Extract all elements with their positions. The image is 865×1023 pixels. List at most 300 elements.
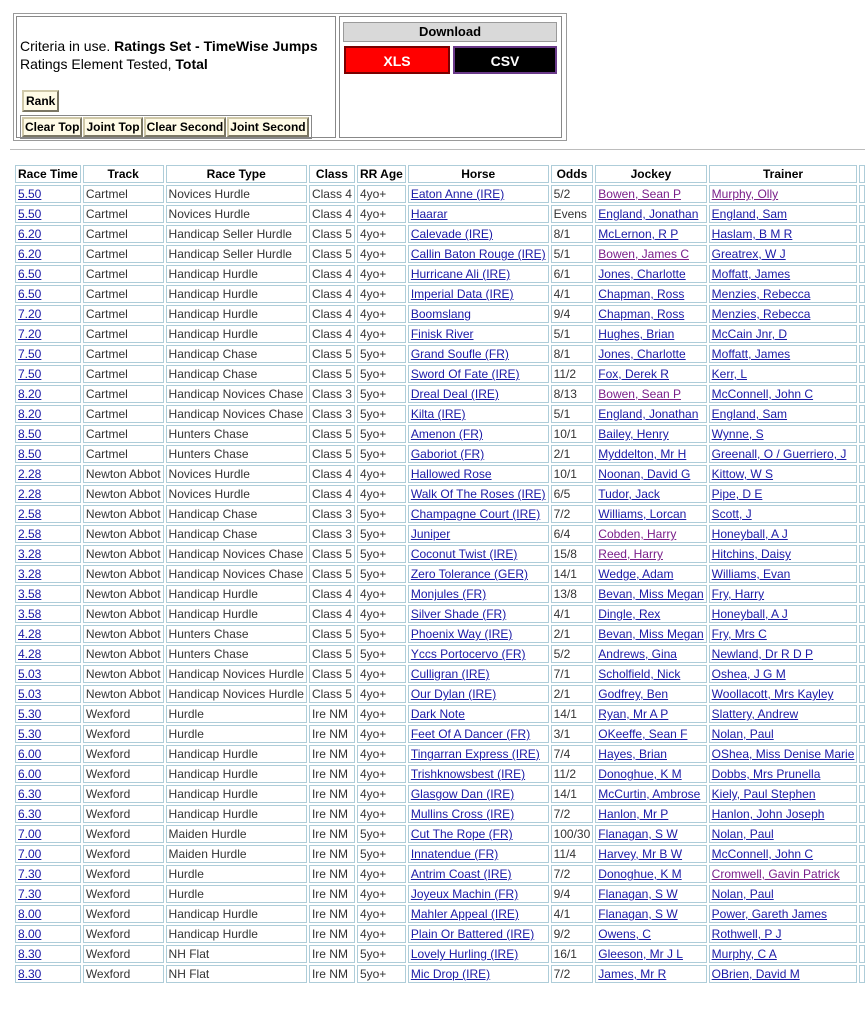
jockey-link[interactable]: Jones, Charlotte [598,267,686,281]
trainer-link[interactable]: Murphy, Olly [711,187,779,201]
trainer-link[interactable]: Williams, Evan [711,567,791,581]
jockey-link[interactable]: Chapman, Ross [598,307,685,321]
track-cell: Newton Abbot [83,645,164,663]
jockey-link[interactable]: Godfrey, Ben [598,687,669,701]
jockey-link[interactable]: OKeeffe, Sean F [598,727,688,741]
horse-link[interactable]: Tingarran Express (IRE) [410,747,540,761]
trainer-link[interactable]: Nolan, Paul [711,887,774,901]
race-time-link[interactable]: 3.28 [18,567,42,581]
rr-age-cell: 4yo+ [357,325,406,343]
trainer-link[interactable]: Newland, Dr R D P [711,647,814,661]
horse-link[interactable]: Innatendue (FR) [410,847,499,861]
race-time-cell [15,905,81,923]
trainer-link[interactable]: Dobbs, Mrs Prunella [711,767,821,781]
race-time-cell [15,485,81,503]
jockey-link[interactable]: Wedge, Adam [598,567,674,581]
jockey-link[interactable]: Andrews, Gina [598,647,677,661]
header-rr-age[interactable]: RR Age [357,165,406,183]
jockey-link[interactable]: Donoghue, K M [598,767,682,781]
rr-age-cell: 5yo+ [357,625,406,643]
race-time-link[interactable]: 5.50 [18,207,42,221]
header-race-time[interactable]: Race Time [15,165,81,183]
trainer-cell [709,525,858,543]
overflow-cell [859,785,865,803]
jockey-link[interactable]: Bowen, Sean P [598,387,682,401]
header-trainer[interactable]: Trainer [709,165,858,183]
race-time-link[interactable]: 2.28 [18,487,42,501]
race-time-link[interactable]: 5.50 [18,187,42,201]
horse-link[interactable]: Feet Of A Dancer (FR) [410,727,531,741]
rr-age-cell: 5yo+ [357,825,406,843]
horse-link[interactable]: Imperial Data (IRE) [410,287,514,301]
table-row [15,685,865,703]
clear-second-button[interactable]: Clear Second [144,117,227,137]
horse-link[interactable]: Walk Of The Roses (IRE) [410,487,546,501]
rr-age-cell: 5yo+ [357,965,406,983]
jockey-cell [595,705,706,723]
rr-age-cell: 4yo+ [357,745,406,763]
race-time-link[interactable]: 6.00 [18,767,42,781]
trainer-link[interactable]: Nolan, Paul [711,727,774,741]
odds-cell: 3/1 [551,725,594,743]
overflow-cell [859,205,865,223]
horse-cell [408,785,549,803]
trainer-cell [709,805,858,823]
horse-link[interactable]: Mullins Cross (IRE) [410,807,515,821]
class-cell: Class 5 [309,365,355,383]
race-type-cell: Handicap Hurdle [166,805,307,823]
race-time-link[interactable]: 5.03 [18,687,42,701]
class-cell: Ire NM [309,745,355,763]
jockey-link[interactable]: Bowen, James C [598,247,689,261]
trainer-link[interactable]: Rothwell, P J [711,927,782,941]
jockey-cell [595,265,706,283]
track-cell: Newton Abbot [83,585,164,603]
trainer-link[interactable]: Nolan, Paul [711,827,774,841]
overflow-cell [859,705,865,723]
odds-cell: 6/5 [551,485,594,503]
jockey-cell [595,685,706,703]
race-time-link[interactable]: 5.30 [18,707,42,721]
horse-link[interactable]: Coconut Twist (IRE) [410,547,518,561]
overflow-cell [859,325,865,343]
jockey-link[interactable]: McCurtin, Ambrose [598,787,701,801]
race-time-link[interactable]: 7.30 [18,887,42,901]
race-time-link[interactable]: 6.20 [18,247,42,261]
trainer-link[interactable]: McConnell, John C [711,847,814,861]
race-type-cell: Handicap Novices Chase [166,385,307,403]
trainer-link[interactable]: Power, Gareth James [711,907,828,921]
jockey-link[interactable]: James, Mr R [598,967,667,981]
trainer-cell [709,605,858,623]
race-time-link[interactable]: 8.20 [18,407,42,421]
race-time-cell [15,225,81,243]
race-time-link[interactable]: 7.50 [18,367,42,381]
jockey-cell [595,645,706,663]
horse-cell [408,185,549,203]
jockey-link[interactable]: Gleeson, Mr J L [598,947,683,961]
odds-cell: 10/1 [551,425,594,443]
race-time-link[interactable]: 2.28 [18,467,42,481]
trainer-link[interactable]: Hitchins, Daisy [711,547,792,561]
trainer-link[interactable]: Woollacott, Mrs Kayley [711,687,834,701]
race-time-link[interactable]: 6.50 [18,267,42,281]
rr-age-cell: 4yo+ [357,305,406,323]
trainer-link[interactable]: Moffatt, James [711,267,791,281]
trainer-link[interactable]: Menzies, Rebecca [711,307,811,321]
horse-link[interactable]: Finisk River [410,327,474,341]
trainer-link[interactable]: McCain Jnr, D [711,327,788,341]
race-time-link[interactable]: 5.03 [18,667,42,681]
horse-link[interactable]: Plain Or Battered (IRE) [410,927,535,941]
jockey-link[interactable]: McLernon, R P [598,227,679,241]
odds-cell: 14/1 [551,565,594,583]
trainer-link[interactable]: Kerr, L [711,367,748,381]
horse-link[interactable]: Dark Note [410,707,465,721]
jockey-link[interactable]: Fox, Derek R [598,367,669,381]
race-time-link[interactable]: 3.28 [18,547,42,561]
trainer-link[interactable]: Wynne, S [711,427,764,441]
jockey-link[interactable]: England, Jonathan [598,407,699,421]
trainer-link[interactable]: Kittow, W S [711,467,774,481]
race-time-link[interactable]: 8.50 [18,447,42,461]
jockey-cell [595,825,706,843]
trainer-link[interactable]: England, Sam [711,207,788,221]
track-cell: Cartmel [83,325,164,343]
race-time-link[interactable]: 7.50 [18,347,42,361]
jockey-link[interactable]: England, Jonathan [598,207,699,221]
race-time-link[interactable]: 7.00 [18,827,42,841]
jockey-cell [595,965,706,983]
horse-link[interactable]: Phoenix Way (IRE) [410,627,513,641]
jockey-link[interactable]: Williams, Lorcan [598,507,687,521]
rr-age-cell: 4yo+ [357,485,406,503]
overflow-cell [859,225,865,243]
race-time-link[interactable]: 6.30 [18,807,42,821]
horse-link[interactable]: Trishknowsbest (IRE) [410,767,526,781]
class-cell: Class 4 [309,485,355,503]
horse-link[interactable]: Glasgow Dan (IRE) [410,787,515,801]
table-row [15,665,865,683]
race-time-link[interactable]: 8.30 [18,967,42,981]
horse-link[interactable]: Hallowed Rose [410,467,492,481]
trainer-link[interactable]: Honeyball, A J [711,607,788,621]
trainer-link[interactable]: Moffatt, James [711,347,791,361]
horse-link[interactable]: Calevade (IRE) [410,227,493,241]
race-time-cell [15,965,81,983]
trainer-link[interactable]: OShea, Miss Denise Marie [711,747,855,761]
race-time-link[interactable]: 8.50 [18,427,42,441]
rr-age-cell: 4yo+ [357,865,406,883]
jockey-link[interactable]: Bailey, Henry [598,427,669,441]
track-cell: Wexford [83,765,164,783]
overflow-cell [859,505,865,523]
horse-link[interactable]: Boomslang [410,307,471,321]
race-type-cell: Hunters Chase [166,445,307,463]
race-time-cell [15,465,81,483]
table-row [15,945,865,963]
race-time-link[interactable]: 7.00 [18,847,42,861]
trainer-cell [709,485,858,503]
header-class[interactable]: Class [309,165,355,183]
horse-link[interactable]: Joyeux Machin (FR) [410,887,519,901]
table-row [15,345,865,363]
odds-cell: 7/4 [551,745,594,763]
race-time-cell [15,565,81,583]
rr-age-cell: 4yo+ [357,685,406,703]
horse-link[interactable]: Amenon (FR) [410,427,483,441]
horse-link[interactable]: Lovely Hurling (IRE) [410,947,519,961]
race-time-link[interactable]: 4.28 [18,647,42,661]
download-panel [339,16,562,138]
jockey-cell [595,465,706,483]
horse-link[interactable]: Grand Soufle (FR) [410,347,509,361]
race-time-link[interactable]: 6.20 [18,227,42,241]
trainer-link[interactable]: Haslam, B M R [711,227,793,241]
horse-link[interactable]: Our Dylan (IRE) [410,687,497,701]
header-race-type[interactable]: Race Type [166,165,307,183]
horse-link[interactable]: Callin Baton Rouge (IRE) [410,247,546,261]
jockey-link[interactable]: Flanagan, S W [598,887,678,901]
jockey-cell [595,285,706,303]
trainer-link[interactable]: Greenall, O / Guerriero, J [711,447,847,461]
overflow-cell [859,345,865,363]
jockey-link[interactable]: Hayes, Brian [598,747,667,761]
horse-link[interactable]: Mic Drop (IRE) [410,967,491,981]
horse-link[interactable]: Yccs Portocervo (FR) [410,647,526,661]
trainer-cell [709,585,858,603]
jockey-link[interactable]: Cobden, Harry [598,527,677,541]
table-row [15,425,865,443]
trainer-cell [709,225,858,243]
jockey-link[interactable]: Tudor, Jack [598,487,660,501]
trainer-cell [709,965,858,983]
race-time-link[interactable]: 8.20 [18,387,42,401]
race-time-cell [15,605,81,623]
trainer-link[interactable]: Murphy, C A [711,947,777,961]
track-cell: Newton Abbot [83,465,164,483]
horse-link[interactable]: Culligran (IRE) [410,667,490,681]
race-time-link[interactable]: 7.20 [18,307,42,321]
rr-age-cell: 4yo+ [357,925,406,943]
trainer-link[interactable]: Menzies, Rebecca [711,287,811,301]
overflow-cell [859,525,865,543]
jockey-cell [595,585,706,603]
horse-cell [408,565,549,583]
horse-cell [408,965,549,983]
track-cell: Cartmel [83,405,164,423]
jockey-link[interactable]: Flanagan, S W [598,827,678,841]
jockey-link[interactable]: Bevan, Miss Megan [598,627,704,641]
jockey-link[interactable]: Chapman, Ross [598,287,685,301]
horse-cell [408,525,549,543]
class-cell: Class 3 [309,405,355,423]
trainer-link[interactable]: Fry, Harry [711,587,765,601]
track-cell: Newton Abbot [83,505,164,523]
race-time-cell [15,705,81,723]
race-type-cell: Novices Hurdle [166,205,307,223]
trainer-link[interactable]: Oshea, J G M [711,667,786,681]
jockey-cell [595,845,706,863]
horse-link[interactable]: Eaton Anne (IRE) [410,187,505,201]
rr-age-cell: 5yo+ [357,945,406,963]
race-time-link[interactable]: 8.00 [18,907,42,921]
trainer-link[interactable]: Cromwell, Gavin Patrick [711,867,840,881]
race-type-cell: Handicap Hurdle [166,325,307,343]
race-time-link[interactable]: 7.30 [18,867,42,881]
header-track[interactable]: Track [83,165,164,183]
rr-age-cell: 4yo+ [357,265,406,283]
table-row [15,925,865,943]
jockey-link[interactable]: Flanagan, S W [598,907,678,921]
trainer-link[interactable]: Scott, J [711,507,752,521]
trainer-link[interactable]: OBrien, David M [711,967,800,981]
track-cell: Wexford [83,725,164,743]
jockey-link[interactable]: Harvey, Mr B W [598,847,683,861]
jockey-cell [595,785,706,803]
jockey-link[interactable]: Owens, C [598,927,651,941]
race-time-link[interactable]: 8.00 [18,927,42,941]
track-cell: Newton Abbot [83,625,164,643]
jockey-link[interactable]: Ryan, Mr A P [598,707,669,721]
trainer-cell [709,245,858,263]
horse-cell [408,905,549,923]
race-time-cell [15,625,81,643]
trainer-cell [709,645,858,663]
table-row [15,525,865,543]
race-time-link[interactable]: 7.20 [18,327,42,341]
horse-cell [408,325,549,343]
horse-link[interactable]: Hurricane Ali (IRE) [410,267,511,281]
trainer-cell [709,905,858,923]
clear-top-button[interactable]: Clear Top [22,117,82,137]
race-time-link[interactable]: 8.30 [18,947,42,961]
csv-download-button[interactable]: CSV [453,46,557,74]
class-cell: Class 5 [309,685,355,703]
horse-link[interactable]: Sword Of Fate (IRE) [410,367,520,381]
trainer-link[interactable]: McConnell, John C [711,387,814,401]
trainer-link[interactable]: Hanlon, John Joseph [711,807,825,821]
jockey-link[interactable]: Scholfield, Nick [598,667,681,681]
header-jockey[interactable]: Jockey [595,165,706,183]
jockey-link[interactable]: Reed, Harry [598,547,663,561]
jockey-link[interactable]: Jones, Charlotte [598,347,686,361]
race-time-link[interactable]: 6.30 [18,787,42,801]
jockey-link[interactable]: Bevan, Miss Megan [598,587,704,601]
jockey-link[interactable]: Dingle, Rex [598,607,661,621]
jockey-link[interactable]: Hanlon, Mr P [598,807,669,821]
race-time-link[interactable]: 3.58 [18,607,42,621]
odds-cell: 10/1 [551,465,594,483]
overflow-cell [859,945,865,963]
trainer-link[interactable]: England, Sam [711,407,788,421]
horse-link[interactable]: Silver Shade (FR) [410,607,507,621]
race-time-link[interactable]: 2.58 [18,527,42,541]
overflow-cell [859,305,865,323]
jockey-link[interactable]: Noonan, David G [598,467,691,481]
table-row [15,765,865,783]
race-time-link[interactable]: 4.28 [18,627,42,641]
xls-download-button[interactable]: XLS [344,46,450,74]
class-cell: Class 5 [309,245,355,263]
header-odds[interactable]: Odds [551,165,594,183]
jockey-link[interactable]: Hughes, Brian [598,327,675,341]
trainer-link[interactable]: Kiely, Paul Stephen [711,787,816,801]
jockey-cell [595,245,706,263]
jockey-link[interactable]: Myddelton, Mr H [598,447,687,461]
race-time-cell [15,685,81,703]
trainer-link[interactable]: Greatrex, W J [711,247,786,261]
race-time-link[interactable]: 2.58 [18,507,42,521]
horse-link[interactable]: Juniper [410,527,451,541]
horse-link[interactable]: Zero Tolerance (GER) [410,567,528,581]
race-type-cell: Handicap Novices Hurdle [166,685,307,703]
rr-age-cell: 5yo+ [357,505,406,523]
race-time-cell [15,425,81,443]
rr-age-cell: 4yo+ [357,185,406,203]
horse-link[interactable]: Dreal Deal (IRE) [410,387,499,401]
race-time-cell [15,365,81,383]
track-cell: Cartmel [83,445,164,463]
criteria-panel [16,16,336,138]
trainer-link[interactable]: Slattery, Andrew [711,707,799,721]
races-table-body [15,185,865,983]
jockey-cell [595,865,706,883]
horse-cell [408,825,549,843]
rr-age-cell: 5yo+ [357,565,406,583]
table-row [15,725,865,743]
trainer-link[interactable]: Pipe, D E [711,487,763,501]
horse-link[interactable]: Gaboriot (FR) [410,447,485,461]
table-row [15,485,865,503]
overflow-cell [859,265,865,283]
overflow-cell [859,865,865,883]
trainer-link[interactable]: Fry, Mrs C [711,627,767,641]
rr-age-cell: 4yo+ [357,245,406,263]
rank-button[interactable]: Rank [22,90,59,112]
horse-link[interactable]: Haarar [410,207,448,221]
odds-cell: 5/2 [551,645,594,663]
trainer-link[interactable]: Honeyball, A J [711,527,788,541]
jockey-link[interactable]: Bowen, Sean P [598,187,682,201]
horse-link[interactable]: Monjules (FR) [410,587,487,601]
track-cell: Cartmel [83,385,164,403]
horse-link[interactable]: Cut The Rope (FR) [410,827,513,841]
jockey-link[interactable]: Donoghue, K M [598,867,682,881]
race-time-link[interactable]: 6.00 [18,747,42,761]
race-time-link[interactable]: 5.30 [18,727,42,741]
race-type-cell: Novices Hurdle [166,185,307,203]
horse-link[interactable]: Antrim Coast (IRE) [410,867,512,881]
jockey-cell [595,545,706,563]
joint-top-button[interactable]: Joint Top [83,117,142,137]
class-cell: Class 4 [309,605,355,623]
race-time-link[interactable]: 6.50 [18,287,42,301]
track-cell: Cartmel [83,265,164,283]
horse-cell [408,385,549,403]
race-time-link[interactable]: 3.58 [18,587,42,601]
class-cell: Ire NM [309,945,355,963]
odds-cell: 8/1 [551,225,594,243]
header-horse[interactable]: Horse [408,165,549,183]
odds-cell: 7/2 [551,505,594,523]
overflow-cell [859,385,865,403]
horse-link[interactable]: Kilta (IRE) [410,407,466,421]
horse-link[interactable]: Mahler Appeal (IRE) [410,907,519,921]
joint-second-button[interactable]: Joint Second [227,117,308,137]
horse-link[interactable]: Champagne Court (IRE) [410,507,541,521]
table-row [15,645,865,663]
